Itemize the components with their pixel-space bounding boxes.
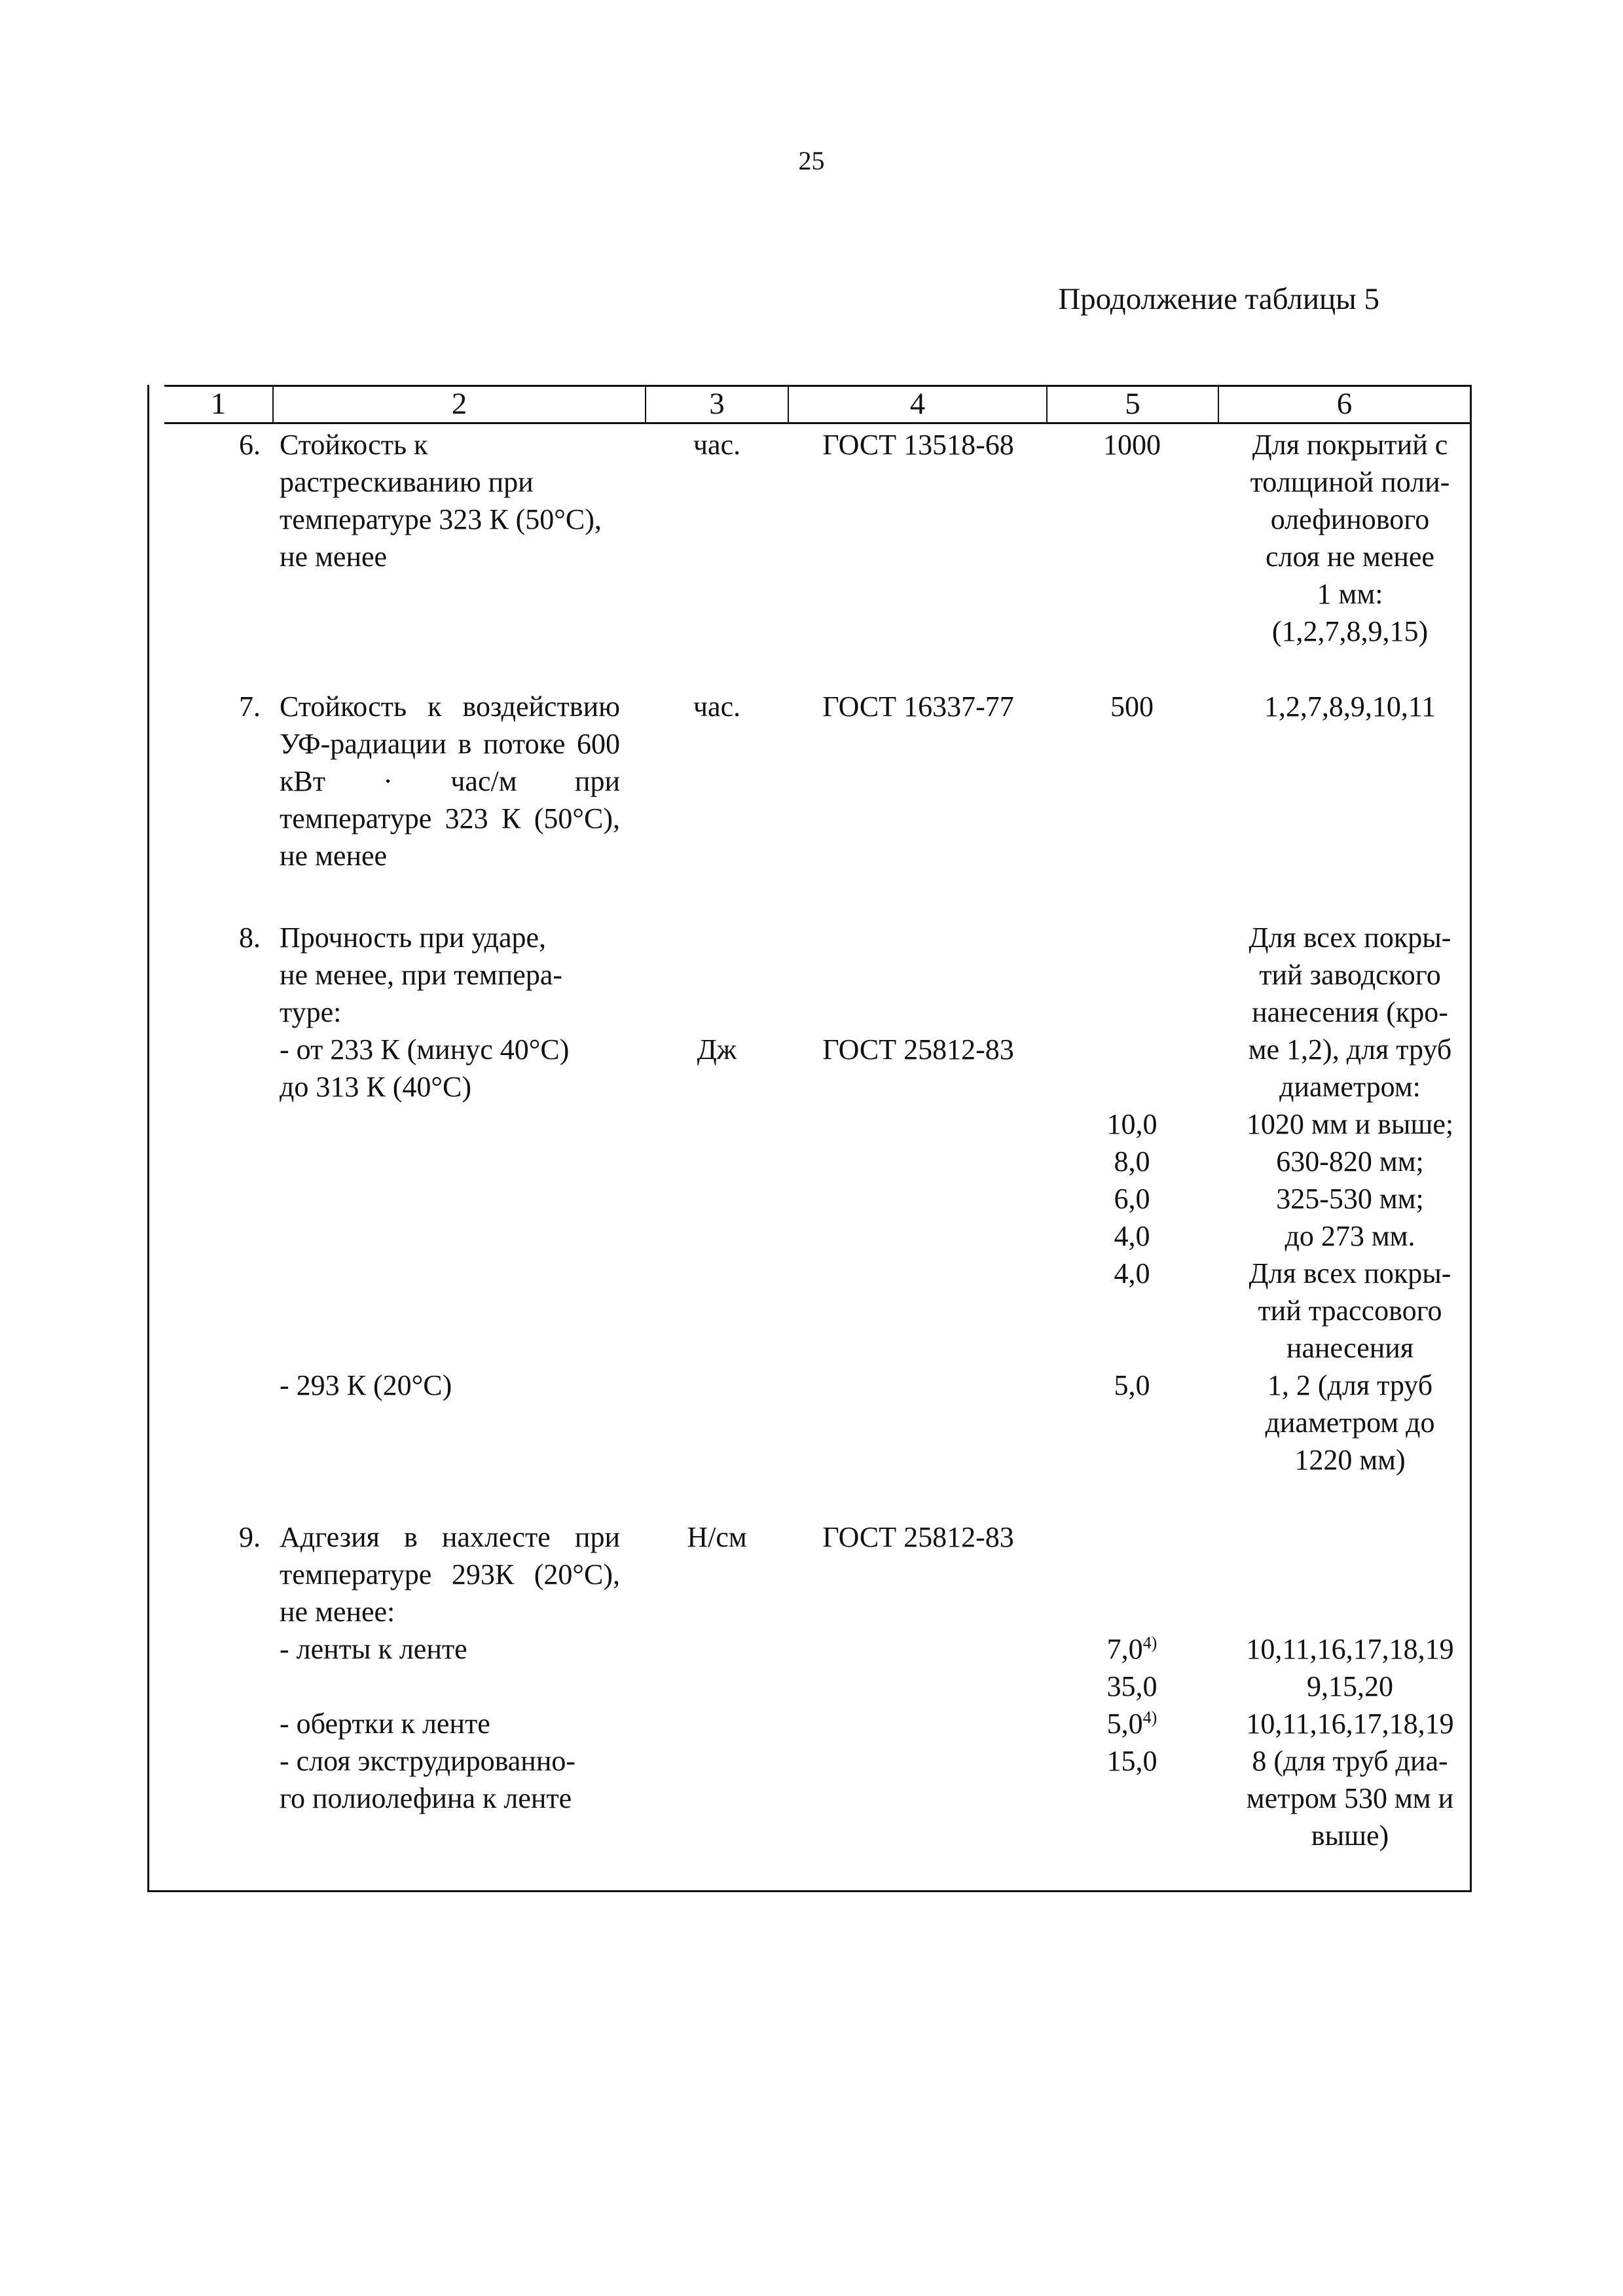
unit: Дж [697,1033,737,1066]
test-method: ГОСТ 25812-83 [822,1033,1014,1066]
value: 500 [1110,691,1154,723]
header-col-5: 5 [1125,387,1140,421]
property-name: Адгезия в нахлесте при температуре 293К (20°С), не менее: [280,1521,620,1628]
footnote-mark: 4) [1142,1708,1158,1727]
test-method: ГОСТ 16337-77 [822,691,1014,723]
values: 10,0 8,0 6,0 4,0 4,0 [1106,1108,1158,1289]
property-name: Стойкость к воздействию УФ-радиации в потоке 600 кВт · час/м при температуре 323 К (50°С), не менее [280,691,620,872]
note: Для покрытий с толщиной поли- олефинового слоя не менее 1 мм: (1,2,7,8,9,15) [1250,429,1450,647]
table-caption: Продолжение таблицы 5 [1058,282,1379,316]
unit: час. [693,691,741,723]
page-number: 25 [798,146,825,175]
property-name: Стойкость к растрескиванию при температуре 323 К (50°С), не менее [280,429,602,573]
note: 10,11,16,17,18,19 9,15,20 10,11,16,17,18,19 8 (для труб диа- метром 530 мм и выше) [1246,1633,1454,1852]
sub-conditions: - ленты к ленте - обертки к ленте - слоя экструдированно- го полиолефина к ленте [280,1633,576,1814]
row-number: 8. [239,922,261,954]
property-name: Прочность при ударе, не менее, при темпера- туре: - от 233 К (минус 40°С) до 313 К (40°С) [280,922,570,1103]
value-293: 5,0 [1114,1369,1150,1401]
unit: Н/см [687,1521,747,1553]
test-method: ГОСТ 25812-83 [822,1521,1014,1553]
value: 1000 [1103,429,1161,461]
row-number: 6. [239,429,261,461]
note: 1,2,7,8,9,10,11 [1264,691,1436,723]
sub-condition-293: - 293 К (20°С) [280,1369,452,1401]
test-method: ГОСТ 13518-68 [822,429,1014,461]
header-col-3: 3 [709,387,725,421]
footnote-mark: 4) [1142,1633,1158,1653]
values: 7,0$^{4)}$ 35,0 5,0$^{4)}$ 15,0 [1106,1633,1158,1777]
header-col-1: 1 [210,387,227,421]
header-col-4: 4 [909,387,926,421]
note: Для всех покры- тий заводского нанесения (кро- ме 1,2), для труб диаметром: 1020 мм и выше; 630-820 мм; 325-530 мм; до 273 мм. Для всех покры- тий трассового нанесения 1, 2 (для труб диаметром до 1220 мм) [1246,922,1454,1476]
row-number: 7. [239,691,261,723]
header-col-6: 6 [1336,387,1353,421]
row-number: 9. [239,1521,261,1553]
unit: час. [693,429,741,461]
header-col-2: 2 [451,387,467,421]
